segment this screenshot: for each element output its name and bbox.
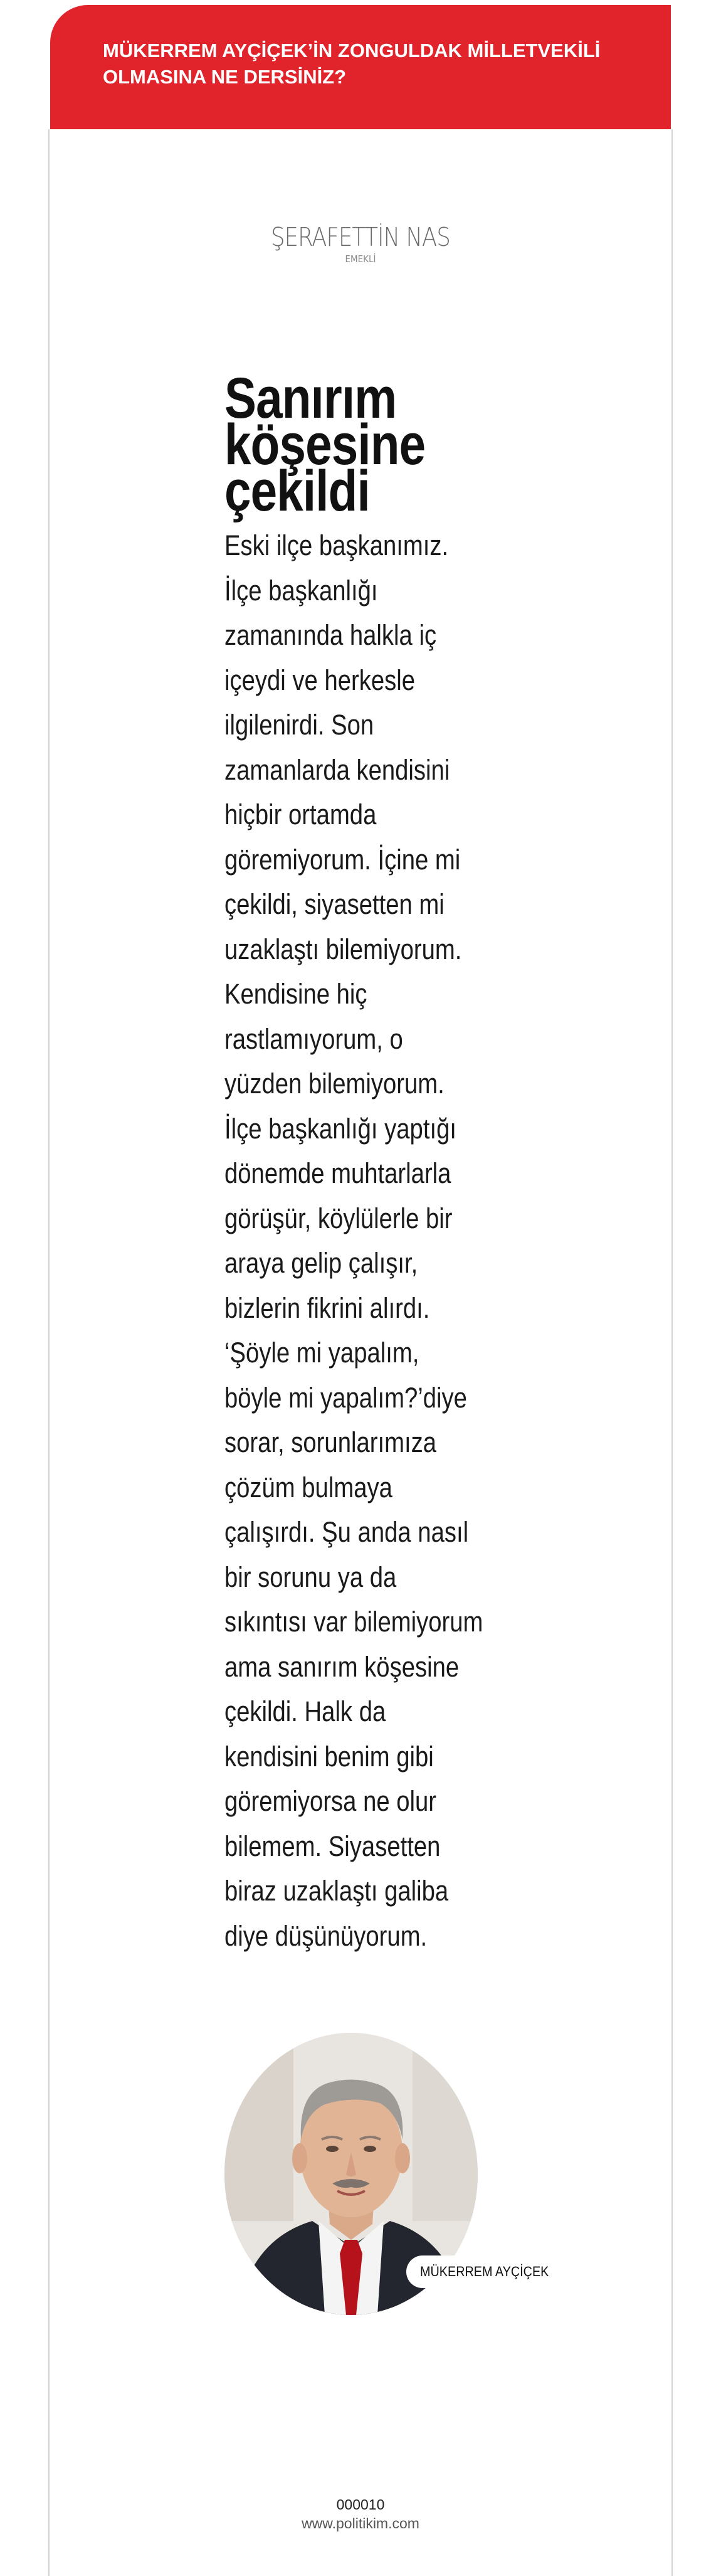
portrait-caption-text: MÜKERREM AYÇİÇEK bbox=[420, 2264, 549, 2279]
body-line: bir sorunu ya da bbox=[224, 1561, 397, 1593]
body-line: rastlamıyorum, o bbox=[224, 1022, 403, 1055]
footer-url: www.politikim.com bbox=[302, 2515, 419, 2531]
body-line: çalışırdı. Şu anda nasıl bbox=[224, 1516, 469, 1548]
body-line: Eski ilçe başkanımız. bbox=[224, 529, 449, 561]
body-line: araya gelip çalışır, bbox=[224, 1247, 418, 1279]
body-line: biraz uzaklaştı galiba bbox=[224, 1875, 449, 1907]
body-line: bizlerin fikrini alırdı. bbox=[224, 1291, 430, 1324]
body-line: sorar, sorunlarımıza bbox=[224, 1426, 436, 1458]
article bbox=[224, 366, 519, 1958]
article-body bbox=[224, 523, 523, 1958]
headline-line: Sanırım bbox=[224, 366, 397, 430]
author-name: ŞERAFETTİN NAS bbox=[271, 222, 450, 252]
body-line: dönemde muhtarlarla bbox=[224, 1157, 451, 1189]
author-block bbox=[0, 223, 721, 265]
body-line: İlçe başkanlığı bbox=[224, 574, 378, 607]
body-line: diye düşünüyorum. bbox=[224, 1919, 428, 1952]
body-line: zamanlarda kendisini bbox=[224, 753, 450, 786]
body-line: ama sanırım köşesine bbox=[224, 1650, 460, 1683]
body-line: bilemem. Siyasetten bbox=[224, 1830, 441, 1862]
body-line: çözüm bulmaya bbox=[224, 1471, 392, 1503]
body-line: yüzden bilemiyorum. bbox=[224, 1068, 445, 1100]
body-line: zamanında halkla iç bbox=[224, 619, 437, 651]
body-line: böyle mi yapalım?’diye bbox=[224, 1381, 467, 1414]
question-banner bbox=[50, 5, 671, 129]
body-line: uzaklaştı bilemiyorum. bbox=[224, 933, 462, 965]
body-line: kendisini benim gibi bbox=[224, 1740, 434, 1773]
question-title-line-2: OLMASINA NE DERSİNİZ? bbox=[103, 66, 347, 88]
body-line: içeydi ve herkesle bbox=[224, 664, 416, 696]
body-line: göremiyorum. İçine mi bbox=[224, 843, 461, 876]
page-footer bbox=[0, 2495, 721, 2533]
author-role: EMEKLİ bbox=[345, 253, 376, 265]
body-line: ‘Şöyle mi yapalım, bbox=[224, 1337, 419, 1369]
footer-code: 000010 bbox=[336, 2496, 385, 2513]
portrait-caption bbox=[406, 2255, 577, 2288]
headline-line: köşesine bbox=[224, 413, 426, 477]
body-line: görüşür, köylülerle bir bbox=[224, 1202, 453, 1234]
body-line: Kendisine hiç bbox=[224, 978, 367, 1010]
question-title bbox=[103, 38, 671, 90]
body-line: ilgilenirdi. Son bbox=[224, 709, 374, 741]
body-line: hiçbir ortamda bbox=[224, 798, 377, 830]
article-headline bbox=[224, 366, 516, 523]
body-line: çekildi. Halk da bbox=[224, 1695, 386, 1727]
body-line: çekildi, siyasetten mi bbox=[224, 888, 445, 920]
headline-line: çekildi bbox=[224, 459, 370, 523]
body-line: göremiyorsa ne olur bbox=[224, 1785, 437, 1817]
body-line: sıkıntısı var bilemiyorum bbox=[224, 1606, 483, 1638]
portrait bbox=[224, 2033, 549, 2315]
question-title-line-1: MÜKERREM AYÇİÇEK’İN ZONGULDAK MİLLETVEKİLİ bbox=[103, 40, 601, 61]
body-line: İlçe başkanlığı yaptığı bbox=[224, 1112, 456, 1145]
